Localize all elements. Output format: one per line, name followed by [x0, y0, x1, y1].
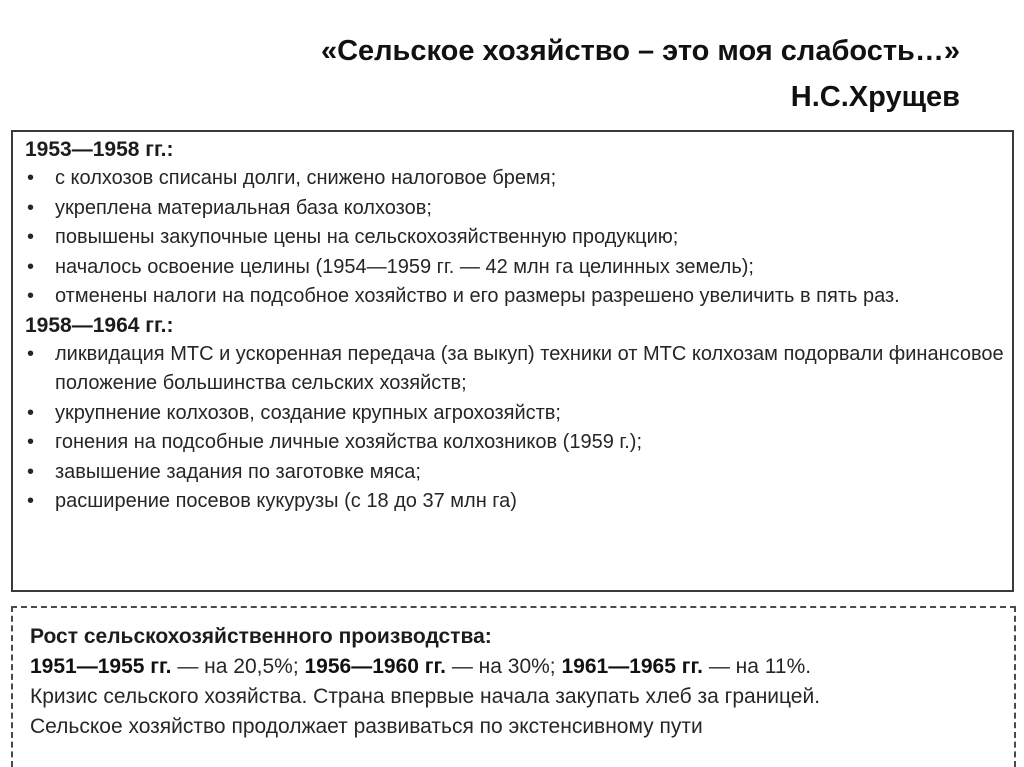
bullet-icon: • [27, 167, 35, 189]
list-item-text: повышены закупочные цены на сельскохозяйственную продукцию; [55, 226, 679, 248]
list-item [25, 164, 1012, 194]
list-item [25, 487, 1012, 517]
list-item-text: началось освоение целины (1954—1959 гг. — 42 млн га целинных земель); [55, 255, 754, 278]
list-item-text: гонения на подсобные личные хозяйства колхозников (1959 г.); [55, 431, 643, 453]
list-item-text: отменены налоги на подсобное хозяйство и его размеры разрешено увеличить в пять раз. [55, 285, 900, 307]
growth-value-2: — на 30%; [446, 655, 562, 678]
bullet-icon: • [27, 431, 35, 453]
list-item [25, 340, 1012, 399]
growth-period-3: 1961—1965 гг. [561, 655, 703, 678]
period2-list [25, 340, 1012, 517]
bullet-icon: • [27, 255, 35, 278]
list-item-text: с колхозов списаны долги, снижено налоговое бремя; [55, 167, 557, 189]
growth-box [11, 606, 1016, 767]
bullet-icon: • [27, 226, 35, 248]
extensive-text: Сельское хозяйство продолжает развиваться по экстенсивному пути [30, 715, 703, 738]
bullet-icon: • [27, 460, 35, 483]
bullet-icon: • [27, 490, 35, 512]
growth-title: Рост сельскохозяйственного производства: [30, 625, 492, 648]
list-item [25, 253, 1012, 283]
crisis-text: Кризис сельского хозяйства. Страна впервые начала закупать хлеб за границей. [30, 685, 821, 708]
list-item-text: укреплена материальная база колхозов; [55, 196, 432, 219]
list-item-text: укрупнение колхозов, создание крупных агрохозяйств; [55, 401, 561, 424]
list-item [25, 194, 1012, 224]
list-item [25, 223, 1012, 253]
growth-figures [30, 652, 1014, 682]
quote-text: «Сельское хозяйство – это моя слабость…» [320, 35, 960, 67]
period1-list [25, 164, 1012, 312]
list-item [25, 282, 1012, 312]
bullet-icon: • [27, 342, 35, 365]
bullet-icon: • [27, 196, 35, 219]
list-item-text: завышение задания по заготовке мяса; [55, 460, 421, 483]
period1-title: 1953—1958 гг.: [25, 138, 174, 161]
growth-value-1: — на 20,5%; [171, 655, 305, 678]
list-item [25, 458, 1012, 488]
growth-period-2: 1956—1960 гг. [304, 655, 446, 678]
bullet-icon: • [27, 401, 35, 424]
growth-period-1: 1951—1955 гг. [30, 655, 172, 678]
bullet-icon: • [27, 285, 35, 307]
list-item-text: расширение посевов кукурузы (с 18 до 37 млн га) [55, 490, 517, 512]
list-item-text: ликвидация МТС и ускоренная передача (за выкуп) техники от МТС колхозам подорвали финансовое положение большинства сельских хозяйств; [55, 342, 1004, 394]
quote-author: Н.С.Хрущев [790, 81, 960, 113]
growth-value-3: — на 11%. [702, 655, 812, 678]
reforms-box [11, 130, 1014, 592]
list-item [25, 428, 1012, 458]
list-item [25, 399, 1012, 429]
period2-title: 1958—1964 гг.: [25, 313, 174, 337]
epigraph-quote [321, 28, 960, 120]
